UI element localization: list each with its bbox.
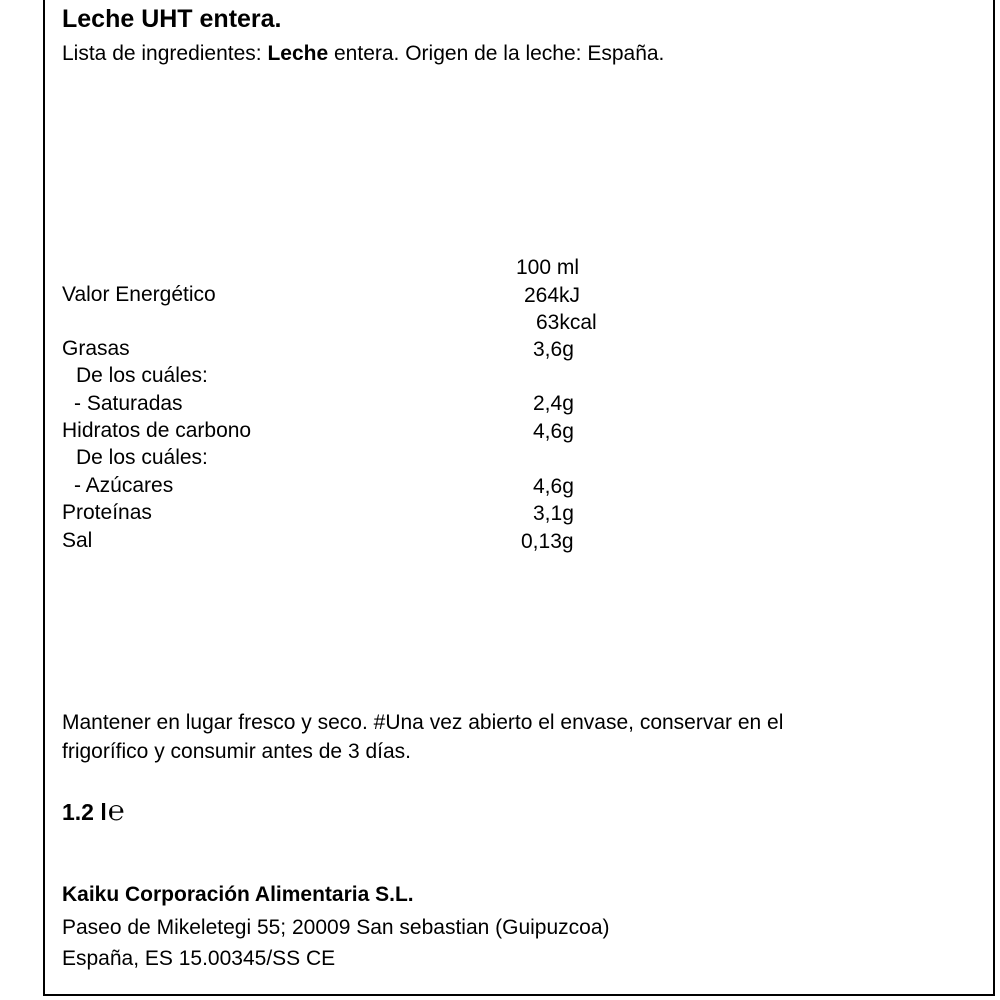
storage-text-line2: frigorífico y consumir antes de 3 días. [62,740,411,763]
product-title: Leche UHT entera. [62,5,282,33]
nutrition-label: Proteínas [62,501,152,524]
nutrition-label: Valor Energético [62,283,216,306]
label-border [43,0,995,996]
ingredients-rest: entera. Origen de la leche: España. [328,42,665,65]
nutrition-label: - Saturadas [74,392,183,415]
ingredients-line [62,43,664,64]
nutrition-label: - Azúcares [74,474,174,497]
storage-text-line1: Mantener en lugar fresco y seco. #Una vez abierto el envase, conservar en el [62,711,784,734]
estimated-sign-icon: ℮ [107,794,125,827]
nutrition-value: 2,4g [533,392,574,415]
nutrition-value: 264kJ [524,284,581,307]
ingredients-prefix: Lista de ingredientes: [62,42,268,65]
nutrition-header: 100 ml [516,256,580,279]
volume-amount: 1.2 l [62,799,107,825]
nutrition-value: 0,13g [521,530,574,553]
nutrition-value: 4,6g [533,475,574,498]
nutrition-value: 4,6g [533,420,574,443]
manufacturer-registry: España, ES 15.00345/SS CE [62,947,336,970]
nutrition-label: Hidratos de carbono [62,419,252,442]
manufacturer-name: Kaiku Corporación Alimentaria S.L. [62,883,414,906]
nutrition-value: 3,1g [533,502,574,525]
ingredients-bold-item: Leche [267,42,329,65]
nutrition-sublabel: De los cuáles: [76,446,208,469]
nutrition-value: 63kcal [536,311,597,334]
nutrition-label: Grasas [62,337,130,360]
nutrition-sublabel: De los cuáles: [76,364,208,387]
manufacturer-address: Paseo de Mikeletegi 55; 20009 San sebastian (Guipuzcoa) [62,916,610,939]
net-volume [62,794,125,827]
nutrition-value: 3,6g [533,338,574,361]
nutrition-label: Sal [62,529,93,552]
